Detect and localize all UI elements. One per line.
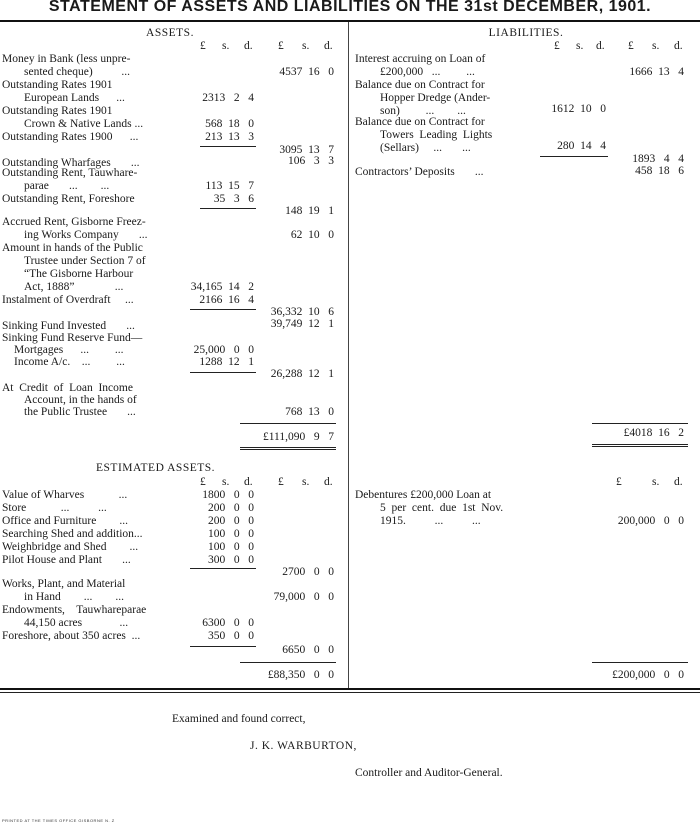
liability-total: 1893 4 4 [632, 153, 684, 165]
liability-label: Towers Leading Lights [380, 129, 493, 141]
liability-label: (Sellars) ... ... [380, 142, 471, 154]
asset-label: European Lands ... [24, 92, 125, 104]
auditor-name: J. K. WARBURTON, [250, 740, 357, 752]
auditor-role: Controller and Auditor-General. [355, 767, 503, 779]
asset-label: Mortgages ... ... [14, 344, 124, 356]
subtotal-rule [200, 146, 256, 147]
total-rule [592, 662, 688, 663]
asset-label: Accrued Rent, Gisborne Freez- [2, 216, 146, 228]
liability-label: Balance due on Contract for [355, 116, 485, 128]
asset-label: parae ... ... [24, 180, 110, 192]
total-rule [240, 447, 336, 448]
estimated-inner: 350 0 0 [208, 630, 254, 642]
column-divider [348, 22, 349, 690]
total-rule [240, 423, 336, 424]
asset-inner: 25,000 0 0 [193, 344, 254, 356]
asset-inner: 2313 2 4 [202, 92, 254, 104]
asset-total: 3095 13 7 [279, 144, 334, 156]
liabilities-heading: LIABILITIES. [488, 27, 564, 39]
col-header-d: d. [324, 476, 333, 488]
asset-label: Sinking Fund Invested ... [2, 320, 135, 332]
estimated-grand-total: £88,350 0 0 [267, 669, 334, 681]
liability-label: 1915. ... ... [380, 515, 481, 527]
asset-label: Outstanding Rates 1900 ... [2, 131, 139, 143]
estimated-inner: 1800 0 0 [202, 489, 254, 501]
estimated-label: Searching Shed and addition... [2, 528, 143, 540]
asset-inner: 35 3 6 [213, 193, 254, 205]
liability-total: 1666 13 4 [629, 66, 684, 78]
asset-label: Instalment of Overdraft ... [2, 294, 134, 306]
asset-label: Outstanding Rent, Tauwhare- [2, 167, 138, 179]
col-header-s: s. [302, 476, 310, 488]
estimated-label: Office and Furniture ... [2, 515, 128, 527]
total-rule [592, 446, 688, 447]
page-title: STATEMENT OF ASSETS AND LIABILITIES ON THE 31st DECEMBER, 1901. [48, 0, 652, 15]
liabilities-grand-total: £4018 16 2 [623, 427, 684, 439]
liability-label: son) ... ... [380, 105, 466, 117]
col-header-d: d. [244, 40, 253, 52]
estimated-liabilities-grand-total: £200,000 0 0 [612, 669, 684, 681]
estimated-label: Pilot House and Plant ... [2, 554, 131, 566]
liability-label: £200,000 ... ... [380, 66, 475, 78]
asset-label: “The Gisborne Harbour [24, 268, 134, 280]
subtotal-rule [190, 568, 256, 569]
asset-total: 106 3 3 [288, 155, 334, 167]
estimated-total: 6650 0 0 [282, 644, 334, 656]
col-header-s: s. [222, 476, 230, 488]
total-rule [592, 423, 688, 424]
asset-inner: 568 18 0 [205, 118, 254, 130]
liability-total: 200,000 0 0 [617, 515, 684, 527]
liability-label: Contractors’ Deposits ... [355, 166, 484, 178]
title-rule [0, 20, 700, 22]
asset-label: the Public Trustee ... [24, 406, 136, 418]
asset-label: Trustee under Section 7 of [24, 255, 146, 267]
col-header-pound: £ [554, 40, 560, 52]
asset-label: Money in Bank (less unpre- [2, 53, 131, 65]
asset-total: 768 13 0 [285, 406, 334, 418]
examined-text: Examined and found correct, [172, 713, 306, 725]
asset-total: 4537 16 0 [279, 66, 334, 78]
total-rule [240, 449, 336, 450]
estimated-label: Foreshore, about 350 acres ... [2, 630, 141, 642]
estimated-inner: 200 0 0 [208, 502, 254, 514]
estimated-inner: 200 0 0 [208, 515, 254, 527]
total-rule [240, 662, 336, 663]
asset-label: Income A/c. ... ... [14, 356, 125, 368]
subtotal-rule [540, 156, 608, 157]
total-rule [592, 444, 688, 445]
estimated-total: 2700 0 0 [282, 566, 334, 578]
asset-label: Act, 1888” ... [24, 281, 124, 293]
col-header-d: d. [244, 476, 253, 488]
asset-total: 36,332 10 6 [270, 306, 334, 318]
asset-label: Outstanding Rent, Foreshore [2, 193, 135, 205]
liability-label: 5 per cent. due 1st Nov. [380, 502, 504, 514]
col-header-pound: £ [616, 476, 622, 488]
col-header-pound: £ [278, 40, 284, 52]
asset-total: 148 19 1 [285, 205, 334, 217]
liability-label: Interest accruing on Loan of [355, 53, 486, 65]
estimated-inner: 100 0 0 [208, 528, 254, 540]
liability-label: Hopper Dredge (Ander- [380, 92, 491, 104]
subtotal-rule [190, 646, 256, 647]
assets-grand-total: £111,090 9 7 [262, 431, 334, 443]
col-header-s: s. [222, 40, 230, 52]
estimated-inner: 6300 0 0 [202, 617, 254, 629]
col-header-s: s. [576, 40, 584, 52]
bottom-rule [0, 692, 700, 693]
estimated-inner: 100 0 0 [208, 541, 254, 553]
liability-inner: 280 14 4 [557, 140, 606, 152]
asset-label: Outstanding Wharfages ... [2, 157, 140, 169]
estimated-label: Works, Plant, and Material [2, 578, 126, 590]
col-header-d: d. [324, 40, 333, 52]
col-header-d: d. [674, 476, 683, 488]
asset-label: Account, in the hands of [24, 394, 137, 406]
asset-inner: 2166 16 4 [199, 294, 254, 306]
asset-label: Outstanding Rates 1901 [2, 79, 113, 91]
asset-total: 39,749 12 1 [270, 318, 334, 330]
assets-heading: ASSETS. [146, 27, 194, 39]
estimated-label: Weighbridge and Shed ... [2, 541, 139, 553]
asset-inner: 1288 12 1 [199, 356, 254, 368]
asset-label: Outstanding Rates 1901 [2, 105, 113, 117]
asset-inner: 213 13 3 [205, 131, 254, 143]
estimated-assets-heading: ESTIMATED ASSETS. [96, 462, 216, 474]
subtotal-rule [200, 208, 256, 209]
bottom-rule [0, 688, 700, 690]
asset-label: Amount in hands of the Public [2, 242, 143, 254]
estimated-label: Endowments, Tauwhareparae [2, 604, 147, 616]
estimated-inner: 300 0 0 [208, 554, 254, 566]
col-header-pound: £ [200, 476, 206, 488]
asset-label: At Credit of Loan Income [2, 382, 133, 394]
liability-label: Debentures £200,000 Loan at [355, 489, 492, 501]
col-header-d: d. [674, 40, 683, 52]
estimated-label: in Hand ... ... [24, 591, 124, 603]
asset-label: Crown & Native Lands ... [24, 118, 144, 130]
col-header-pound: £ [278, 476, 284, 488]
liability-label: Balance due on Contract for [355, 79, 485, 91]
liability-inner: 1612 10 0 [551, 103, 606, 115]
asset-inner: 113 15 7 [205, 180, 254, 192]
asset-total: 62 10 0 [290, 229, 334, 241]
asset-label: ing Works Company ... [24, 229, 148, 241]
asset-total: 26,288 12 1 [270, 368, 334, 380]
estimated-total: 79,000 0 0 [273, 591, 334, 603]
estimated-label: Value of Wharves ... [2, 489, 128, 501]
col-header-s: s. [652, 476, 660, 488]
asset-inner: 34,165 14 2 [190, 281, 254, 293]
asset-label: Sinking Fund Reserve Fund— [2, 332, 143, 344]
col-header-s: s. [302, 40, 310, 52]
col-header-pound: £ [200, 40, 206, 52]
subtotal-rule [190, 309, 256, 310]
liability-total: 458 18 6 [635, 165, 684, 177]
estimated-label: 44,150 acres ... [24, 617, 129, 629]
col-header-pound: £ [628, 40, 634, 52]
col-header-s: s. [652, 40, 660, 52]
asset-label: sented cheque) ... [24, 66, 131, 78]
estimated-label: Store ... ... [2, 502, 107, 514]
subtotal-rule [190, 372, 256, 373]
printer-imprint: PRINTED AT THE TIMES OFFICE GISBORNE N. Z [2, 818, 115, 823]
col-header-d: d. [596, 40, 605, 52]
